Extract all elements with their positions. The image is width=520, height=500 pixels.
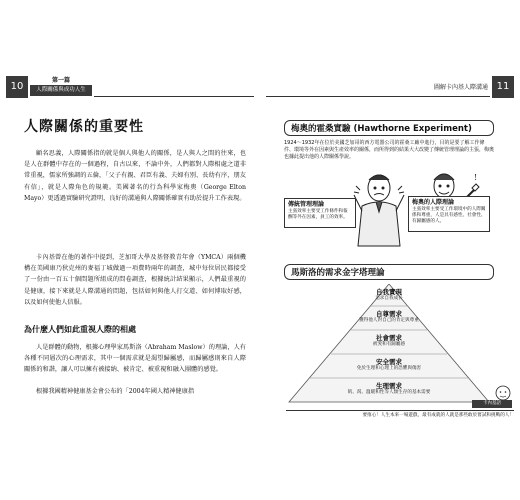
svg-text:!: !: [474, 173, 478, 182]
manager-comparison-illustration: [284, 166, 494, 252]
carnegie-quote: 要推心！人生本來一場遊戲，最有成就的人就是那些敢於嘗試和挑戰的人！: [286, 410, 514, 421]
maslow-heading: 馬斯洛的需求金字塔理論: [284, 264, 494, 280]
quote-badge: 卡內基語: [472, 400, 512, 408]
traditional-theory-body: 主張效率主要受工作條件和報酬等外在因素，員工的效率。: [288, 209, 348, 220]
tier-description: 獲得他人對自己的肯定與尊重: [359, 318, 419, 323]
paragraph-4-text: 根據我國精神健康基金會公布的「2004年國人精神健康指: [36, 388, 195, 395]
tier-description: 免於生理和心理上的恐懼與傷害: [356, 366, 422, 371]
traditional-theory-title: 傳統管理理論: [288, 201, 325, 208]
human-relations-theory-body: 主張效率主要受工作環境中的人際關係和尊重，人是具有感性、社會性、有歸屬感的人。: [412, 207, 486, 224]
left-page-header: [6, 76, 254, 98]
tier-esteem: [339, 310, 439, 324]
hawthorne-heading: 梅奧的霍桑實驗 (Hawthorne Experiment): [284, 120, 494, 136]
paragraph-1: [24, 148, 246, 204]
left-page-number: 10: [6, 76, 28, 98]
maslow-pyramid: [284, 284, 494, 404]
section-title: 人際關係的重要性: [24, 119, 144, 135]
paragraph-3: [24, 342, 246, 376]
right-page: [266, 66, 514, 446]
running-title: 圖解卡內基人際溝通: [433, 84, 488, 91]
tier-name: 自尊需求: [376, 310, 402, 318]
human-relations-theory-title: 梅奧的人際理論: [412, 199, 455, 206]
book-spread: [0, 66, 520, 446]
human-relations-theory-box: [408, 196, 490, 232]
tier-name: 安全需求: [376, 358, 402, 366]
right-page-number: 11: [492, 76, 514, 98]
tier-description: 追求自我成長: [375, 296, 403, 301]
tier-self-actualization: [344, 288, 434, 302]
subsection-title: 為什麼人們如此重視人際的相處: [24, 325, 136, 334]
header-rule: [266, 96, 490, 97]
chapter-title: 人際關係與成功人生: [30, 85, 92, 96]
tier-name: 生理需求: [376, 382, 402, 390]
tier-physiological: [304, 382, 474, 396]
traditional-theory-box: [284, 198, 356, 228]
tier-name: 社會需求: [376, 334, 402, 342]
paragraph-2: [24, 252, 246, 308]
chapter-label: [30, 76, 92, 98]
right-page-header: [266, 76, 514, 98]
hawthorne-description: 1924～1932年在位於美國芝加哥的西方電器公司的霍桑工廠中進行，目的是要了解工作條件、環境等外在因素與生產效率的關係，而所得到的結果大大改變了傳統管理理論的主張，梅奧也據此提出他的人際關係學說。: [284, 140, 495, 160]
header-rule: [94, 96, 254, 97]
left-page: [6, 66, 254, 446]
tier-name: 自我實現: [376, 288, 402, 296]
tier-safety: [319, 358, 459, 372]
paragraph-3-text: 人是群體的動物，根據心理學家馬斯洛（Abraham Maslow）的理論，人有各種不同層次的心理需求，其中一個需求就是渴望歸屬感，而歸屬感則來自人際關係的和諧，讓人可以擁有被接納、被肯定、被重視和融入團體的感覺。: [24, 344, 246, 374]
tier-description: 被愛和有歸屬感: [372, 342, 406, 347]
paragraph-2-text: 卡內基曾在他的著作中提到，芝加哥大學及基督教青年會（YMCA）兩個機構在美國康乃狄克州的麥福丁城做過一項費時兩年的調查，城中每位居民都接受了一份由一百五十個問題所組成的問卷調查，根據統計結果顯示，人們最重視的是健康，接下來就是人際溝通的問題，包括如何與他人打交道、如何博取好感，以及如何使他人信服。: [24, 254, 246, 306]
tier-description: 飢、渴、溫暖和性等人類生存的基本需要: [347, 390, 431, 395]
stressed-manager-icon: [354, 175, 404, 246]
tier-social: [334, 334, 444, 348]
paragraph-1-text: 顧名思義，人際關係指的就是個人與他人的關係，是人與人之間的往來，也是人在群體中存在的一個過程，自古以來，不論中外，人們都對人際相處之道非常重視，儒家所強調的五倫，「父子有親、君臣有義、夫婦有別、長幼有序，朋友有信」，就是人際角色的規範。美國著名的行為科學家梅奧（George Elton Mayo）更透過實驗研究證明，良好的溝通與人際關係確實有助於提升工作表現。: [24, 150, 246, 202]
paragraph-4: [24, 386, 246, 397]
chapter-number: 第一篇: [51, 77, 70, 84]
